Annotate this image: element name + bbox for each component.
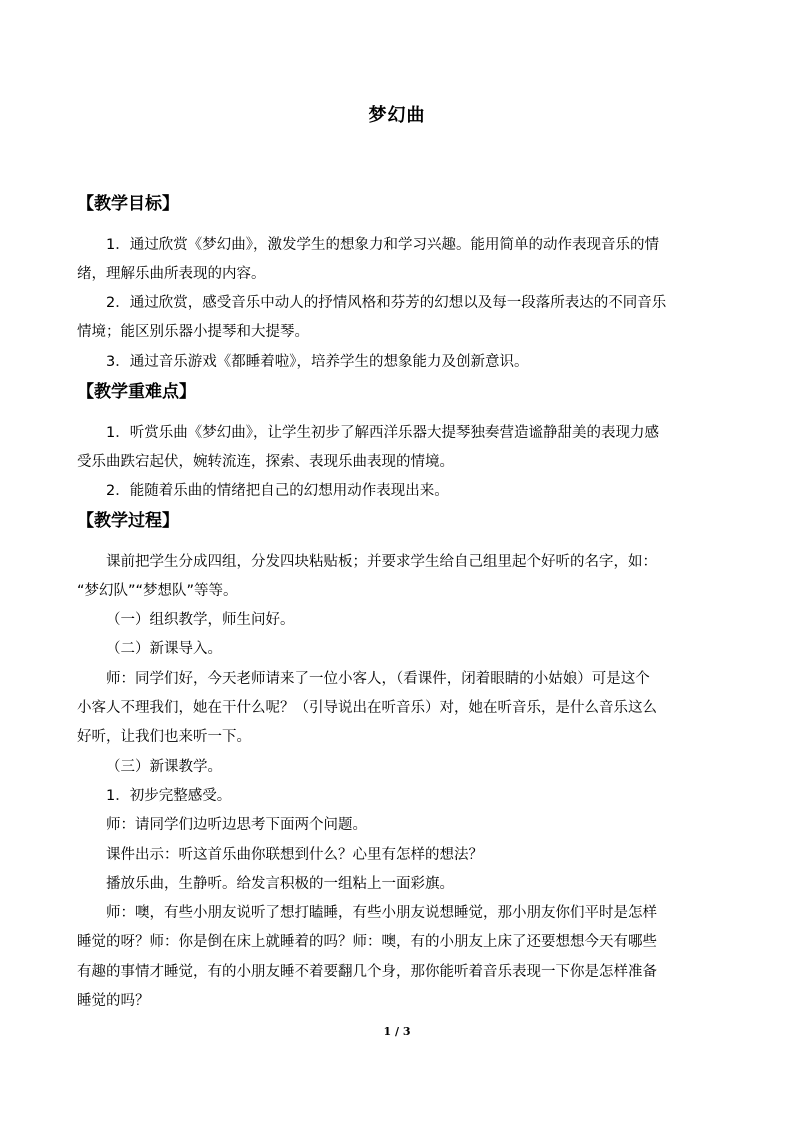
paragraph-line: 3．通过音乐游戏《都睡着啦》，培养学生的想象能力及创新意识。 — [106, 354, 529, 370]
page-title: 梦幻曲 — [368, 105, 426, 126]
paragraph-line: 小客人不理我们，她在干什么呢？（引导说出在听音乐）对，她在听音乐，是什么音乐这么 — [77, 700, 657, 716]
paragraph-line: 有趣的事情才睡觉，有的小朋友睡不着要翻几个身，那你能听着音乐表现一下你是怎样准备 — [77, 964, 657, 980]
paragraph-line: 绪，理解乐曲所表现的内容。 — [77, 266, 266, 282]
paragraph-line: 1．初步完整感受。 — [106, 788, 232, 804]
paragraph-line: 睡觉的吗？ — [77, 993, 150, 1009]
paragraph-line: 师：同学们好，今天老师请来了一位小客人，（看课件，闭着眼睛的小姑娘）可是这个 — [106, 671, 650, 687]
section-heading-goals: 【教学目标】 — [77, 194, 179, 214]
paragraph-line: 1．通过欣赏《梦幻曲》，激发学生的想象力和学习兴趣。能用简单的动作表现音乐的情 — [106, 237, 659, 253]
paragraph-line: 睡觉的呀？师：你是倒在床上就睡着的吗？师：噢，有的小朋友上床了还要想想今天有哪些 — [77, 934, 657, 950]
paragraph-line: 课件出示：听这首乐曲你联想到什么？心里有怎样的想法？ — [106, 847, 483, 863]
section-heading-process: 【教学过程】 — [77, 511, 179, 531]
paragraph-line: 1．听赏乐曲《梦幻曲》，让学生初步了解西洋乐器大提琴独奏营造谧静甜美的表现力感 — [106, 425, 659, 441]
paragraph-line: 课前把学生分成四组，分发四块粘贴板；并要求学生给自己组里起个好听的名字，如： — [106, 554, 657, 570]
paragraph-line: 受乐曲跌宕起伏，婉转流连，探索、表现乐曲表现的情境。 — [77, 454, 454, 470]
paragraph-line: 师：请同学们边听边思考下面两个问题。 — [106, 817, 367, 833]
paragraph-line: 好听，让我们也来听一下。 — [77, 729, 251, 745]
paragraph-line: 播放乐曲，生静听。给发言积极的一组粘上一面彩旗。 — [106, 876, 454, 892]
paragraph-line: 情境；能区别乐器小提琴和大提琴。 — [77, 324, 309, 340]
paragraph-line: （二）新课导入。 — [106, 641, 222, 657]
paragraph-line: 2．通过欣赏，感受音乐中动人的抒情风格和芬芳的幻想以及每一段落所表达的不同音乐 — [106, 295, 667, 311]
paragraph-line: 师：噢，有些小朋友说听了想打瞌睡，有些小朋友说想睡觉，那小朋友你们平时是怎样 — [106, 905, 657, 921]
section-heading-key-points: 【教学重难点】 — [77, 382, 196, 402]
paragraph-line: （三）新课教学。 — [106, 759, 222, 775]
paragraph-line: 2．能随着乐曲的情绪把自己的幻想用动作表现出来。 — [106, 483, 449, 499]
paragraph-line: “梦幻队”“梦想队”等等。 — [77, 583, 238, 599]
paragraph-line: （一）组织教学，师生问好。 — [106, 612, 295, 628]
page-indicator: 1 / 3 — [383, 1025, 411, 1038]
